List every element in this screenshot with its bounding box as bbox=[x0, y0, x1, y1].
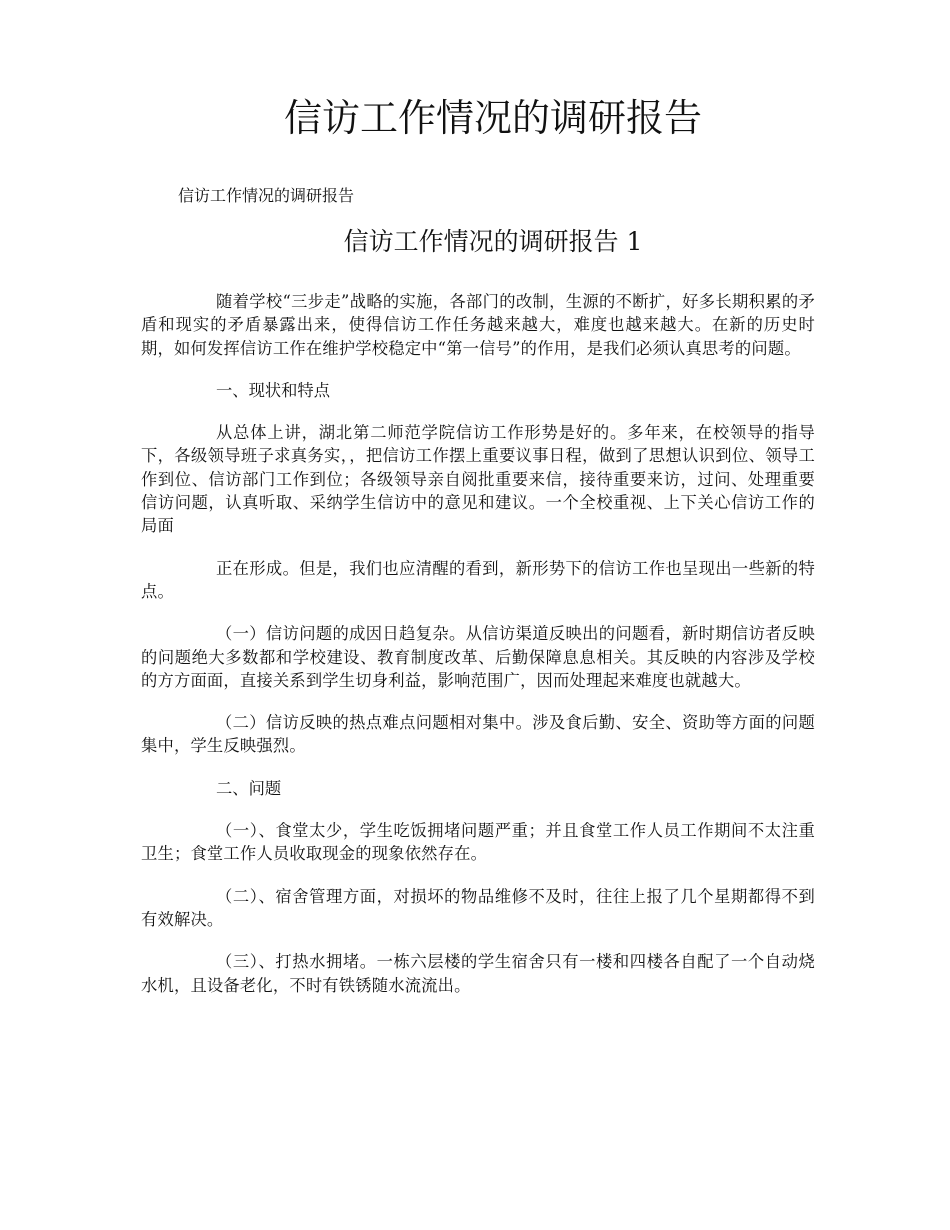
paragraph-overview: 从总体上讲，湖北第二师范学院信访工作形势是好的。多年来，在校领导的指导下，各级领导班子求真务实，，把信访工作摆上重要议事日程，做到了思想认识到位、领导工作到位、信访部门工作到位；各级领导亲自阅批重要来信，接待重要来访，过问、处理重要信访问题，认真听取、采纳学生信访中的意见和建议。一个全校重视、上下关心信访工作的局面 bbox=[141, 423, 815, 536]
body-text bbox=[141, 290, 815, 1016]
heading-status-features: 一、现状和特点 bbox=[216, 380, 330, 400]
subtitle-line: 信访工作情况的调研报告 bbox=[178, 186, 355, 205]
section-title: 信访工作情况的调研报告 1 bbox=[343, 227, 643, 256]
paragraph-problem-1: （一）、食堂太少，学生吃饭拥堵问题严重；并且食堂工作人员工作期间不太注重卫生；食堂工作人员收取现金的现象依然存在。 bbox=[141, 821, 815, 864]
paragraph-forming: 正在形成。但是，我们也应清醒的看到，新形势下的信访工作也呈现出一些新的特点。 bbox=[141, 558, 815, 601]
paragraph-problem-2: （二）、宿舍管理方面，对损坏的物品维修不及时，往往上报了几个星期都得不到有效解决。 bbox=[141, 886, 815, 929]
paragraph-intro: 随着学校“三步走”战略的实施，各部门的改制，生源的不断扩，好多长期积累的矛盾和现实的矛盾暴露出来，使得信访工作任务越来越大，难度也越来越大。在新的历史时期，如何发挥信访工作在维护学校稳定中“第一信号”的作用，是我们必须认真思考的问题。 bbox=[141, 292, 815, 358]
paragraph-feature-1: （一）信访问题的成因日趋复杂。从信访渠道反映出的问题看，新时期信访者反映的问题绝大多数都和学校建设、教育制度改革、后勤保障息息相关。其反映的内容涉及学校的方方面面，直接关系到学生切身利益，影响范围广，因而处理起来难度也就越大。 bbox=[141, 624, 815, 690]
heading-problems: 二、问题 bbox=[216, 778, 282, 798]
paragraph-feature-2: （二）信访反映的热点难点问题相对集中。涉及食后勤、安全、资助等方面的问题集中，学生反映强烈。 bbox=[141, 713, 815, 756]
main-title: 信访工作情况的调研报告 bbox=[283, 96, 702, 140]
paragraph-problem-3: （三）、打热水拥堵。一栋六层楼的学生宿舍只有一楼和四楼各自配了一个自动烧水机，且设备老化，不时有铁锈随水流流出。 bbox=[141, 952, 815, 995]
